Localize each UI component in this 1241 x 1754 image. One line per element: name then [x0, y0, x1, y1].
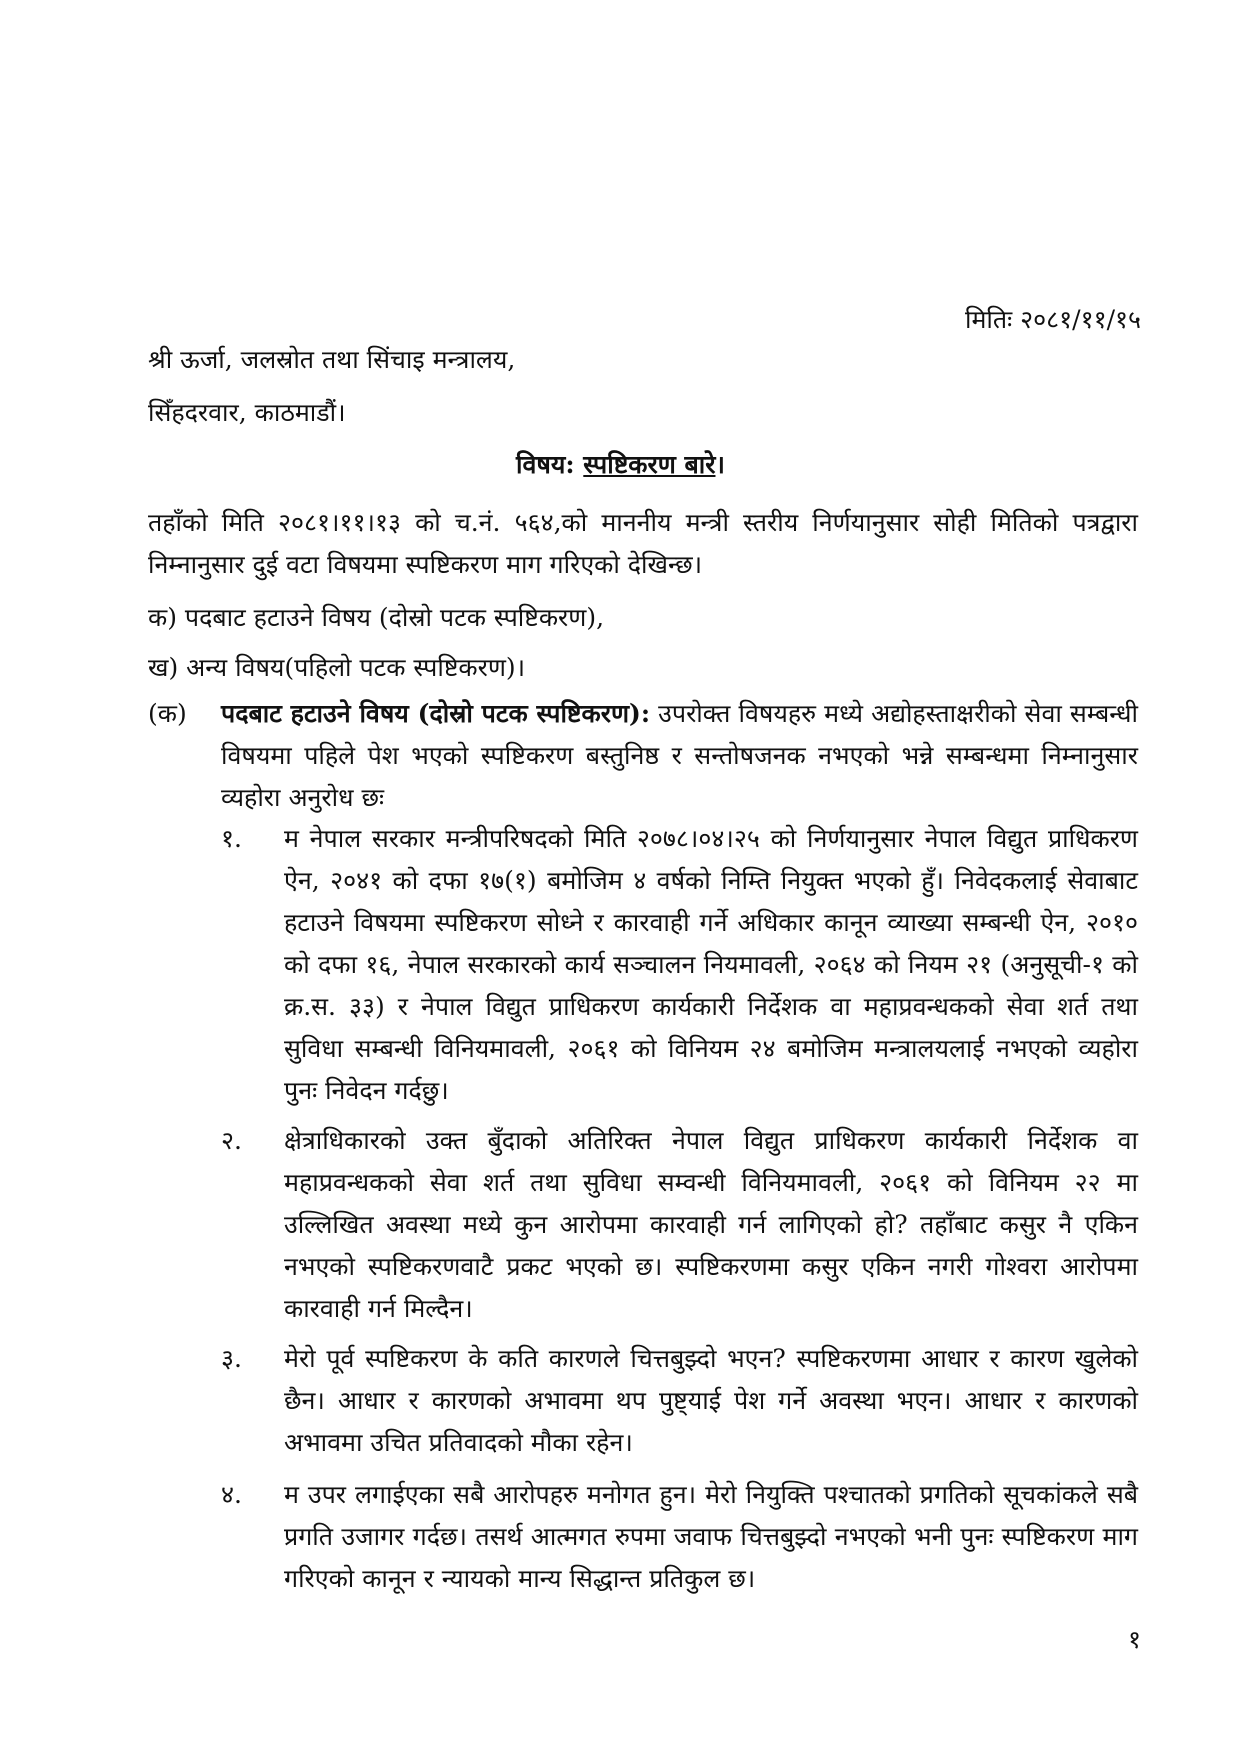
item-number: २. — [221, 1126, 242, 1155]
item-text: म नेपाल सरकार मन्त्रीपरिषदको मिति २०७८।०४।२५ को निर्णयानुसार नेपाल विद्युत प्राधिकरण ऐन, २०४१ को दफा १७(१) बमोजिम ४ वर्षको निम्ति नियुक्त भएको हुँ। निवेदकलाई सेवाबाट हटाउने विषयमा स्पष्टिकरण सोध्ने र कारवाही गर्ने अधिकार कानून व्याख्या सम्बन्धी ऐन, २०१० को दफा १६, नेपाल सरकारको कार्य सञ्चालन नियमावली, २०६४ को नियम २१ (अनुसूची-१ को क्र.स. ३३) र नेपाल विद्युत प्राधिकरण कार्यकारी निर्देशक वा महाप्रवन्धकको सेवा शर्त तथा सुविधा सम्बन्धी विनियमावली, २०६१ को विनियम २४ बमोजिम मन्त्रालयलाई नभएको व्यहोरा पुनः निवेदन गर्दछु। — [284, 824, 1138, 1105]
subject-text: स्पष्टिकरण बारे — [583, 450, 716, 479]
subject-line — [0, 445, 1241, 485]
item-number: १. — [221, 824, 242, 853]
section-a-heading: पदबाट हटाउने विषय (दोस्रो पटक स्पष्टिकरण): — [221, 699, 651, 728]
section-a-text: उपरोक्त विषयहरु मध्ये अद्योहस्ताक्षरीको सेवा सम्बन्धी विषयमा पहिले पेश भएको स्पष्टिकरण बस्तुनिष्ठ र सन्तोषजनक नभएको भन्ने सम्बन्धमा निम्नानुसार व्यहोरा अनुरोध छः — [221, 699, 1138, 812]
numbered-item — [221, 1120, 1138, 1330]
item-number: ४. — [221, 1480, 242, 1509]
section-a-marker: (क) — [148, 699, 187, 728]
numbered-item — [221, 1338, 1138, 1464]
intro-paragraph: तहाँको मिति २०८१।११।१३ को च.नं. ५६४,को माननीय मन्त्री स्तरीय निर्णयानुसार सोही मितिको पत्रद्वारा निम्नानुसार दुई वटा विषयमा स्पष्टिकरण माग गरिएको देखिन्छ। — [148, 508, 1138, 579]
item-text: मेरो पूर्व स्पष्टिकरण के कति कारणले चित्तबुझ्दो भएन? स्पष्टिकरणमा आधार र कारण खुलेको छैन। आधार र कारणको अभावमा थप पुष्ट्याई पेश गर्ने अवस्था भएन। आधार र कारणको अभावमा उचित प्रतिवादको मौका रहेन। — [284, 1344, 1138, 1457]
item-text: म उपर लगाईएका सबै आरोपहरु मनोगत हुन। मेरो नियुक्ति पश्चातको प्रगतिको सूचकांकले सबै प्रगति उजागर गर्दछ। तसर्थ आत्मगत रुपमा जवाफ चित्तबुझ्दो नभएको भनी पुनः स्पष्टिकरण माग गरिएको कानून र न्यायको मान्य सिद्धान्त प्रतिकुल छ। — [284, 1480, 1138, 1593]
letter-date: मितिः २०८१/११/१५ — [965, 305, 1141, 334]
page-number: १ — [1127, 1625, 1141, 1654]
subject-label: विषय: — [516, 450, 575, 479]
numbered-item — [221, 818, 1138, 1112]
addressee-line-2: सिँहदरवार, काठमाडौं। — [148, 398, 346, 427]
section-a-body — [221, 693, 1138, 819]
subject-end: । — [715, 450, 725, 479]
addressee-line-1: श्री ऊर्जा, जलस्रोत तथा सिंचाइ मन्त्रालय, — [148, 345, 516, 374]
item-number: ३. — [221, 1344, 242, 1373]
list-item-a: क) पदबाट हटाउने विषय (दोस्रो पटक स्पष्टिकरण), — [148, 603, 605, 632]
section-a — [148, 693, 1138, 819]
list-item-b: ख) अन्य विषय(पहिलो पटक स्पष्टिकरण)। — [148, 653, 526, 682]
numbered-item — [221, 1474, 1138, 1600]
item-text: क्षेत्राधिकारको उक्त बुँदाको अतिरिक्त नेपाल विद्युत प्राधिकरण कार्यकारी निर्देशक वा महाप्रवन्धकको सेवा शर्त तथा सुविधा सम्वन्धी विनियमावली, २०६१ को विनियम २२ मा उल्लिखित अवस्था मध्ये कुन आरोपमा कारवाही गर्न लागिएको हो? तहाँबाट कसुर नै एकिन नभएको स्पष्टिकरणवाटै प्रकट भएको छ। स्पष्टिकरणमा कसुर एकिन नगरी गोश्वरा आरोपमा कारवाही गर्न मिल्दैन। — [284, 1126, 1138, 1323]
